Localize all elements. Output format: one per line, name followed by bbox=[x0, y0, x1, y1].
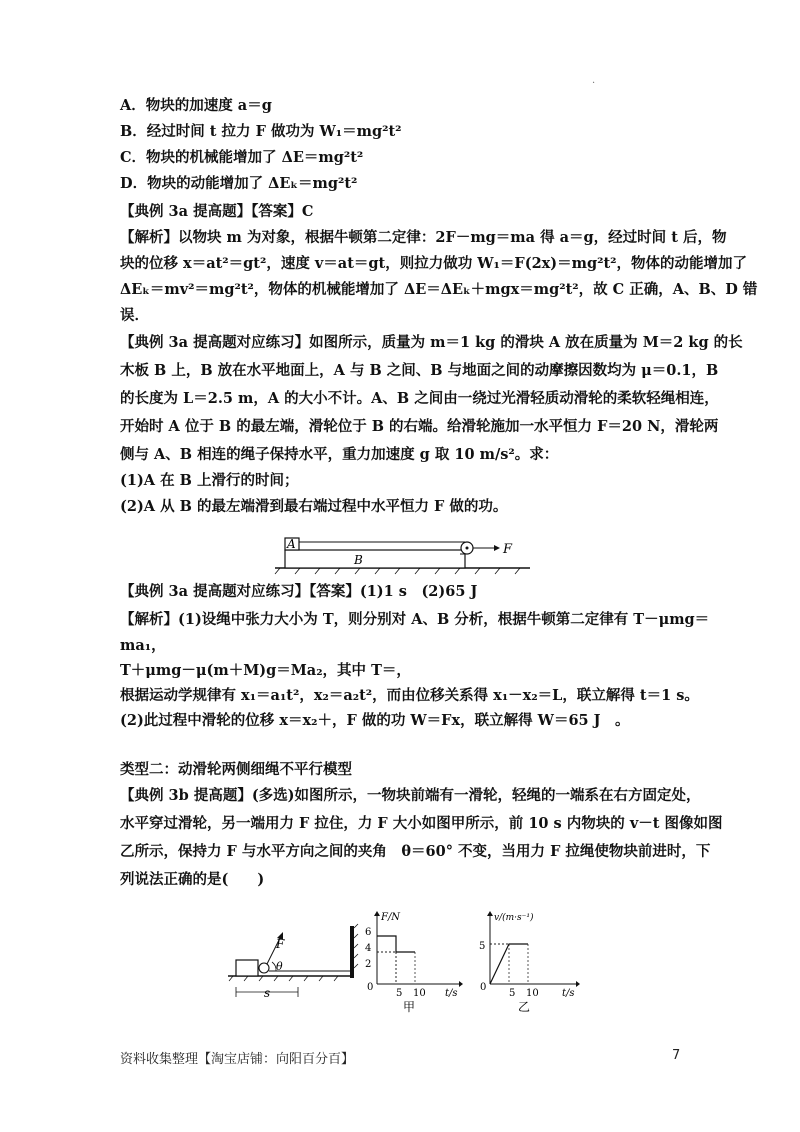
problem-line: 【典例 3b 提高题】(多选)如图所示，一物块前端有一滑轮，轻绳的一端系在右方固定处， bbox=[120, 787, 701, 804]
x-tick-label: 5 bbox=[396, 988, 403, 999]
answer-heading: 【典例 3a 提高题对应练习】【答案】(1)1 s (2)65 J bbox=[120, 583, 478, 600]
option-b: B．经过时间 t 拉力 F 做功为 W₁＝mg²t² bbox=[120, 123, 402, 140]
answer-heading: 【典例 3a 提高题】【答案】C bbox=[120, 203, 314, 220]
x-axis-arrow bbox=[576, 981, 580, 987]
x-tick-label: 10 bbox=[413, 988, 426, 999]
x-tick-label: 5 bbox=[509, 988, 516, 999]
option-a: A．物块的加速度 a＝g bbox=[120, 97, 272, 114]
section-heading: 类型二：动滑轮两侧细绳不平行模型 bbox=[120, 761, 352, 778]
series-line bbox=[377, 936, 415, 952]
y-tick-label: 6 bbox=[365, 927, 372, 938]
problem-line: 列说法正确的是( ) bbox=[120, 871, 265, 888]
pulley-axle bbox=[466, 547, 469, 550]
ground-hatch bbox=[275, 568, 520, 574]
analysis-line: ma₁， bbox=[120, 637, 166, 654]
chart-caption: 甲 bbox=[403, 1000, 416, 1014]
origin-label: 0 bbox=[480, 982, 487, 993]
problem-line: 木板 B 上，B 放在水平地面上，A 与 B 之间、B 与地面之间的动摩擦因数均为 μ＝0.1，B bbox=[120, 362, 719, 379]
option-d: D．物块的动能增加了 ΔEₖ＝mg²t² bbox=[120, 175, 358, 192]
block-pulley-figure bbox=[228, 918, 363, 1008]
analysis-line: 块的位移 x＝at²＝gt²，速度 v＝at＝gt，则拉力做功 W₁＝F(2x)＝mg²t²，物体的动能增加了 bbox=[120, 255, 748, 272]
y-axis-label: F/N bbox=[381, 912, 401, 923]
y-axis-arrow bbox=[374, 911, 380, 916]
velocity-time-chart bbox=[476, 910, 586, 1015]
question-1: (1)A 在 B 上滑行的时间； bbox=[120, 472, 299, 489]
y-tick-label: 2 bbox=[365, 959, 372, 970]
analysis-line: T＋μmg－μ(m＋M)g＝Ma₂，其中 T＝， bbox=[120, 662, 411, 679]
analysis-line: 【解析】以物块 m 为对象，根据牛顿第二定律：2F－mg＝ma 得 a＝g，经过时间 t 后，物 bbox=[120, 229, 727, 246]
problem-line: 乙所示，保持力 F 与水平方向之间的夹角 θ＝60° 不变，当用力 F 拉绳使物块前进时，下 bbox=[120, 843, 711, 860]
chart-caption: 乙 bbox=[518, 1000, 531, 1014]
x-axis-label: t/s bbox=[562, 988, 575, 999]
analysis-line: (2)此过程中滑轮的位移 x＝x₂＋，F 做的功 W＝Fx，联立解得 W＝65 J 。 bbox=[120, 712, 630, 729]
scan-dot: · bbox=[592, 78, 596, 89]
distance-label: s bbox=[264, 986, 271, 1000]
x-axis-label: t/s bbox=[445, 988, 458, 999]
problem-line: 【典例 3a 提高题对应练习】如图所示，质量为 m＝1 kg 的滑块 A 放在质量为 M＝2 kg 的长 bbox=[120, 334, 743, 351]
y-axis-label: v/(m·s⁻¹) bbox=[494, 913, 534, 923]
origin-label: 0 bbox=[367, 982, 374, 993]
problem-line: 水平穿过滑轮，另一端用力 F 拉住，力 F 大小如图甲所示，前 10 s 内物块的 v－t 图像如图 bbox=[120, 815, 723, 832]
analysis-line: 误． bbox=[120, 307, 149, 324]
problem-line: 侧与 A、B 相连的绳子保持水平，重力加速度 g 取 10 m/s²。求： bbox=[120, 446, 559, 463]
y-tick-label: 5 bbox=[479, 941, 486, 952]
analysis-line: ΔEₖ＝mv²＝mg²t²，物体的机械能增加了 ΔE＝ΔEₖ＋mgx＝mg²t²，故 C 正确，A、B、D 错 bbox=[120, 281, 758, 298]
analysis-line: 根据运动学规律有 x₁＝a₁t²，x₂＝a₂t²，而由位移关系得 x₁－x₂＝L，联立解得 t＝1 s。 bbox=[120, 687, 699, 704]
problem-line: 的长度为 L＝2.5 m，A 的大小不计。A、B 之间由一绕过光滑轻质动滑轮的柔软轻绳相连， bbox=[120, 390, 719, 407]
force-time-chart bbox=[363, 910, 463, 1015]
force-label: F bbox=[503, 542, 513, 557]
theta-label: θ bbox=[276, 960, 283, 973]
question-2: (2)A 从 B 的最左端滑到最右端过程中水平恒力 F 做的功。 bbox=[120, 498, 508, 515]
block-a-label: A bbox=[287, 537, 296, 551]
force-arrow-head bbox=[494, 545, 500, 551]
page-number: 7 bbox=[672, 1048, 681, 1063]
board-pulley-figure bbox=[270, 528, 530, 578]
wall bbox=[350, 926, 354, 978]
board-b bbox=[285, 550, 465, 568]
problem-line: 开始时 A 位于 B 的最左端，滑轮位于 B 的右端。给滑轮施加一水平恒力 F＝20 N，滑轮两 bbox=[120, 418, 719, 435]
footer-source: 资料收集整理【淘宝店铺：向阳百分百】 bbox=[120, 1052, 355, 1067]
y-tick-label: 4 bbox=[365, 943, 372, 954]
option-c: C．物块的机械能增加了 ΔE＝mg²t² bbox=[120, 149, 364, 166]
block bbox=[236, 960, 258, 976]
block-pulley bbox=[259, 963, 269, 973]
force-label: F bbox=[276, 937, 285, 951]
x-axis-arrow bbox=[459, 981, 463, 987]
y-axis-arrow bbox=[487, 911, 493, 916]
x-tick-label: 10 bbox=[526, 988, 539, 999]
analysis-line: 【解析】(1)设绳中张力大小为 T，则分别对 A、B 分析，根据牛顿第二定律有 T－μmg＝ bbox=[120, 611, 710, 628]
board-b-label: B bbox=[354, 553, 363, 567]
